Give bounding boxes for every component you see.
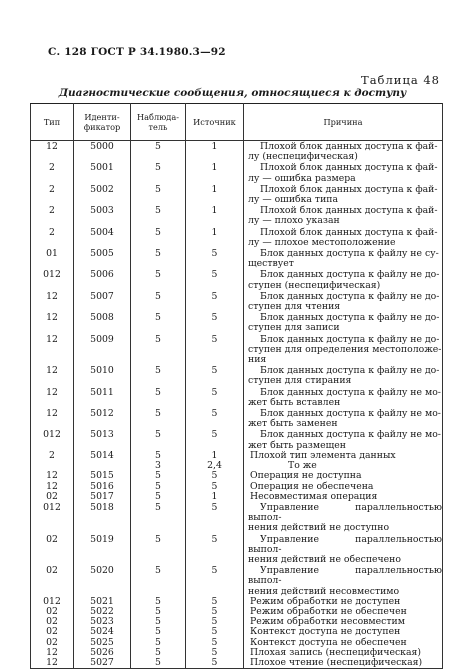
cell-identifier: 5010 xyxy=(74,365,131,386)
cell-identifier: 5016 xyxy=(74,482,131,492)
table-row xyxy=(31,312,443,333)
cell-source: 5 xyxy=(186,502,244,534)
reason-line: Блок данных доступа к файлу не мо- xyxy=(260,429,441,441)
cell-reason xyxy=(244,162,443,183)
reason-line: нения действий не доступно xyxy=(248,522,390,534)
cell-identifier: 5008 xyxy=(74,312,131,333)
reason-line: ния xyxy=(248,354,267,366)
reason-line: жет быть вставлен xyxy=(248,396,341,408)
cell-observer: 5 xyxy=(131,162,186,183)
reason-line: Управление параллельностью выпол- xyxy=(248,533,442,555)
cell-identifier: 5019 xyxy=(74,534,131,566)
table-row xyxy=(31,565,443,597)
cell-observer: 5 xyxy=(131,248,186,269)
table-title: Диагностические сообщения, относящиеся к доступу xyxy=(58,87,407,99)
cell-type: 12 xyxy=(31,312,74,333)
cell-observer: 5 xyxy=(131,565,186,597)
cell-identifier: 5018 xyxy=(74,502,131,534)
cell-observer: 5 xyxy=(131,534,186,566)
cell-reason xyxy=(244,534,443,566)
cell-source: 5 xyxy=(186,607,244,617)
cell-type: 02 xyxy=(31,565,74,597)
table-row xyxy=(31,184,443,205)
cell-identifier: 5027 xyxy=(74,658,131,669)
cell-observer: 5 xyxy=(131,429,186,450)
cell-source: 5 xyxy=(186,334,244,366)
reason-line: жет быть заменен xyxy=(248,418,338,430)
cell-type: 012 xyxy=(31,269,74,290)
table-row xyxy=(31,471,443,481)
table-row xyxy=(31,365,443,386)
cell-source: 5 xyxy=(186,408,244,429)
reason-line: Несовместимая операция xyxy=(250,490,378,502)
cell-source: 5 xyxy=(186,482,244,492)
cell-observer: 5 xyxy=(131,387,186,408)
cell-source: 1 xyxy=(186,141,244,163)
table-row xyxy=(31,658,443,669)
reason-line: Блок данных доступа к файлу не мо- xyxy=(260,408,441,420)
cell-observer: 5 xyxy=(131,492,186,502)
reason-line: Управление параллельностью выпол- xyxy=(248,565,442,587)
cell-source: 5 xyxy=(186,648,244,658)
cell-reason xyxy=(244,502,443,534)
cell-reason xyxy=(244,429,443,450)
diagnostic-messages-table xyxy=(30,103,443,669)
reason-line: лу — плохо указан xyxy=(248,215,340,227)
cell-identifier: 5021 xyxy=(74,597,131,607)
cell-type: 12 xyxy=(31,365,74,386)
cell-identifier: 5023 xyxy=(74,617,131,627)
cell-observer: 5 xyxy=(131,141,186,163)
table-row xyxy=(31,205,443,226)
cell-source: 5 xyxy=(186,291,244,312)
cell-source: 5 xyxy=(186,471,244,481)
cell-observer: 5 xyxy=(131,502,186,534)
cell-reason xyxy=(244,334,443,366)
reason-line: Плохой блок данных доступа к фай- xyxy=(260,183,438,195)
cell-identifier: 5020 xyxy=(74,565,131,597)
cell-identifier: 5006 xyxy=(74,269,131,290)
cell-type: 2 xyxy=(31,162,74,183)
cell-reason xyxy=(244,227,443,248)
cell-type: 01 xyxy=(31,248,74,269)
cell-observer: 5 xyxy=(131,607,186,617)
cell-reason xyxy=(244,565,443,597)
cell-reason xyxy=(244,471,443,481)
reason-line: лу — ошибка типа xyxy=(248,194,339,206)
table-row xyxy=(31,269,443,290)
cell-source: 2,4 xyxy=(186,461,244,471)
cell-identifier: 5025 xyxy=(74,638,131,648)
cell-source: 5 xyxy=(186,269,244,290)
cell-observer: 5 xyxy=(131,451,186,461)
cell-type: 12 xyxy=(31,141,74,163)
cell-type: 02 xyxy=(31,638,74,648)
cell-type: 02 xyxy=(31,534,74,566)
column-header-observer: Наблюда-тель xyxy=(131,104,186,141)
reason-line: Плохой тип элемента данных xyxy=(250,449,396,461)
cell-source: 1 xyxy=(186,162,244,183)
cell-type: 012 xyxy=(31,502,74,534)
reason-line: ществует xyxy=(248,258,294,270)
cell-identifier: 5005 xyxy=(74,248,131,269)
reason-line: Плохое чтение (неспецифическая) xyxy=(250,656,423,668)
reason-line: Плохой блок данных доступа к фай- xyxy=(260,226,438,238)
cell-type: 02 xyxy=(31,617,74,627)
cell-identifier: 5007 xyxy=(74,291,131,312)
reason-line: Блок данных доступа к файлу не до- xyxy=(260,365,440,377)
table-row xyxy=(31,451,443,461)
cell-type: 02 xyxy=(31,627,74,637)
page-header: С. 128 ГОСТ Р 34.1980.3—92 xyxy=(48,46,226,58)
cell-observer: 5 xyxy=(131,269,186,290)
reason-line: Операция не обеспечена xyxy=(250,480,374,492)
cell-type: 2 xyxy=(31,184,74,205)
cell-identifier: 5012 xyxy=(74,408,131,429)
cell-reason xyxy=(244,408,443,429)
cell-type: 2 xyxy=(31,205,74,226)
table-header-row xyxy=(31,104,443,141)
cell-identifier: 5009 xyxy=(74,334,131,366)
column-header-identifier: Иденти-фикатор xyxy=(74,104,131,141)
reason-line: ступен для записи xyxy=(248,322,340,334)
reason-line: Режим обработки несовместим xyxy=(250,616,405,628)
cell-source: 5 xyxy=(186,387,244,408)
cell-source: 5 xyxy=(186,597,244,607)
reason-line: Контекст доступа не обеспечен xyxy=(250,636,407,648)
cell-type: 02 xyxy=(31,492,74,502)
reason-line: Блок данных доступа к файлу не су- xyxy=(260,248,439,260)
cell-source: 1 xyxy=(186,205,244,226)
cell-type: 2 xyxy=(31,451,74,461)
cell-observer: 5 xyxy=(131,638,186,648)
cell-source: 5 xyxy=(186,658,244,669)
reason-line: жет быть размещен xyxy=(248,439,346,451)
cell-reason xyxy=(244,248,443,269)
reason-line: Плохой блок данных доступа к фай- xyxy=(260,141,438,152)
cell-source: 5 xyxy=(186,617,244,627)
cell-identifier: 5000 xyxy=(74,141,131,163)
cell-identifier: 5024 xyxy=(74,627,131,637)
reason-line: Режим обработки не обеспечен xyxy=(250,605,407,617)
cell-reason xyxy=(244,205,443,226)
reason-line: Режим обработки не доступен xyxy=(250,595,401,607)
cell-identifier: 5002 xyxy=(74,184,131,205)
cell-reason xyxy=(244,184,443,205)
reason-line: ступен для чтения xyxy=(248,301,341,313)
cell-source: 5 xyxy=(186,638,244,648)
cell-source: 5 xyxy=(186,534,244,566)
reason-line: Блок данных доступа к файлу не до- xyxy=(260,312,440,324)
cell-observer: 5 xyxy=(131,365,186,386)
cell-reason xyxy=(244,387,443,408)
cell-observer: 5 xyxy=(131,617,186,627)
table-row xyxy=(31,334,443,366)
cell-observer: 5 xyxy=(131,184,186,205)
cell-reason xyxy=(244,492,443,502)
cell-identifier: 5001 xyxy=(74,162,131,183)
cell-type: 012 xyxy=(31,597,74,607)
reason-line: Операция не доступна xyxy=(250,470,362,482)
table-row xyxy=(31,387,443,408)
cell-reason xyxy=(244,269,443,290)
table-row xyxy=(31,534,443,566)
reason-line: ступен для определения местоположе- xyxy=(248,343,442,355)
cell-type: 02 xyxy=(31,607,74,617)
table-row xyxy=(31,492,443,502)
table-body xyxy=(31,141,443,669)
table-row xyxy=(31,227,443,248)
reason-line: Плохой блок данных доступа к фай- xyxy=(260,162,438,174)
cell-source: 5 xyxy=(186,312,244,333)
cell-identifier: 5011 xyxy=(74,387,131,408)
cell-source: 1 xyxy=(186,227,244,248)
table-row xyxy=(31,248,443,269)
reason-line: То же xyxy=(288,460,317,472)
reason-line: Блок данных доступа к файлу не до- xyxy=(260,333,440,345)
cell-observer: 5 xyxy=(131,648,186,658)
cell-reason xyxy=(244,451,443,461)
cell-source: 5 xyxy=(186,565,244,597)
cell-observer: 5 xyxy=(131,408,186,429)
cell-identifier: 5003 xyxy=(74,205,131,226)
cell-observer: 3 xyxy=(131,461,186,471)
table-row xyxy=(31,291,443,312)
cell-observer: 5 xyxy=(131,227,186,248)
table-row xyxy=(31,429,443,450)
cell-identifier: 5013 xyxy=(74,429,131,450)
cell-observer: 5 xyxy=(131,471,186,481)
table-row xyxy=(31,502,443,534)
cell-observer: 5 xyxy=(131,205,186,226)
table-row xyxy=(31,162,443,183)
table-row xyxy=(31,141,443,163)
cell-reason xyxy=(244,291,443,312)
cell-type: 12 xyxy=(31,291,74,312)
cell-source: 5 xyxy=(186,627,244,637)
cell-observer: 5 xyxy=(131,658,186,669)
reason-line: лу — ошибка размера xyxy=(248,172,356,184)
column-header-reason: Причина xyxy=(244,104,443,141)
cell-source: 1 xyxy=(186,451,244,461)
reason-line: Контекст доступа не доступен xyxy=(250,626,401,638)
reason-line: Блок данных доступа к файлу не до- xyxy=(260,290,440,302)
reason-line: ступен для стирания xyxy=(248,375,352,387)
cell-identifier: 5017 xyxy=(74,492,131,502)
reason-line: Блок данных доступа к файлу не мо- xyxy=(260,386,441,398)
cell-type: 12 xyxy=(31,334,74,366)
cell-identifier: 5004 xyxy=(74,227,131,248)
cell-reason xyxy=(244,312,443,333)
reason-line: нения действий несовместимо xyxy=(248,585,400,597)
cell-source: 5 xyxy=(186,365,244,386)
reason-line: лу (неспецифическая) xyxy=(248,151,358,163)
table-row xyxy=(31,408,443,429)
cell-observer: 5 xyxy=(131,597,186,607)
cell-observer: 5 xyxy=(131,334,186,366)
cell-type: 12 xyxy=(31,387,74,408)
cell-source: 5 xyxy=(186,429,244,450)
cell-source: 1 xyxy=(186,184,244,205)
cell-type: 12 xyxy=(31,408,74,429)
cell-reason xyxy=(244,141,443,163)
cell-type: 12 xyxy=(31,471,74,481)
reason-line: лу — плохое местоположение xyxy=(248,236,396,248)
cell-type: 12 xyxy=(31,482,74,492)
cell-observer: 5 xyxy=(131,482,186,492)
cell-identifier: 5022 xyxy=(74,607,131,617)
reason-line: нения действий не обеспечено xyxy=(248,553,401,565)
cell-identifier: 5015 xyxy=(74,471,131,481)
cell-type: 012 xyxy=(31,429,74,450)
reason-line: Плохая запись (неспецифическая) xyxy=(250,646,422,658)
cell-source: 1 xyxy=(186,492,244,502)
cell-type: 2 xyxy=(31,227,74,248)
cell-type: 12 xyxy=(31,658,74,669)
column-header-type: Тип xyxy=(31,104,74,141)
table-label: Таблица 48 xyxy=(361,73,440,87)
column-header-source: Источник xyxy=(186,104,244,141)
reason-line: Блок данных доступа к файлу не до- xyxy=(260,269,440,281)
reason-line: ступен (неспецифическая) xyxy=(248,279,381,291)
cell-reason xyxy=(244,365,443,386)
cell-observer: 5 xyxy=(131,627,186,637)
cell-identifier: 5026 xyxy=(74,648,131,658)
cell-observer: 5 xyxy=(131,312,186,333)
cell-reason xyxy=(244,658,443,669)
reason-line: Управление параллельностью выпол- xyxy=(248,501,442,524)
cell-source: 5 xyxy=(186,248,244,269)
reason-line: Плохой блок данных доступа к фай- xyxy=(260,205,438,217)
cell-observer: 5 xyxy=(131,291,186,312)
cell-type: 12 xyxy=(31,648,74,658)
cell-identifier: 5014 xyxy=(74,451,131,461)
